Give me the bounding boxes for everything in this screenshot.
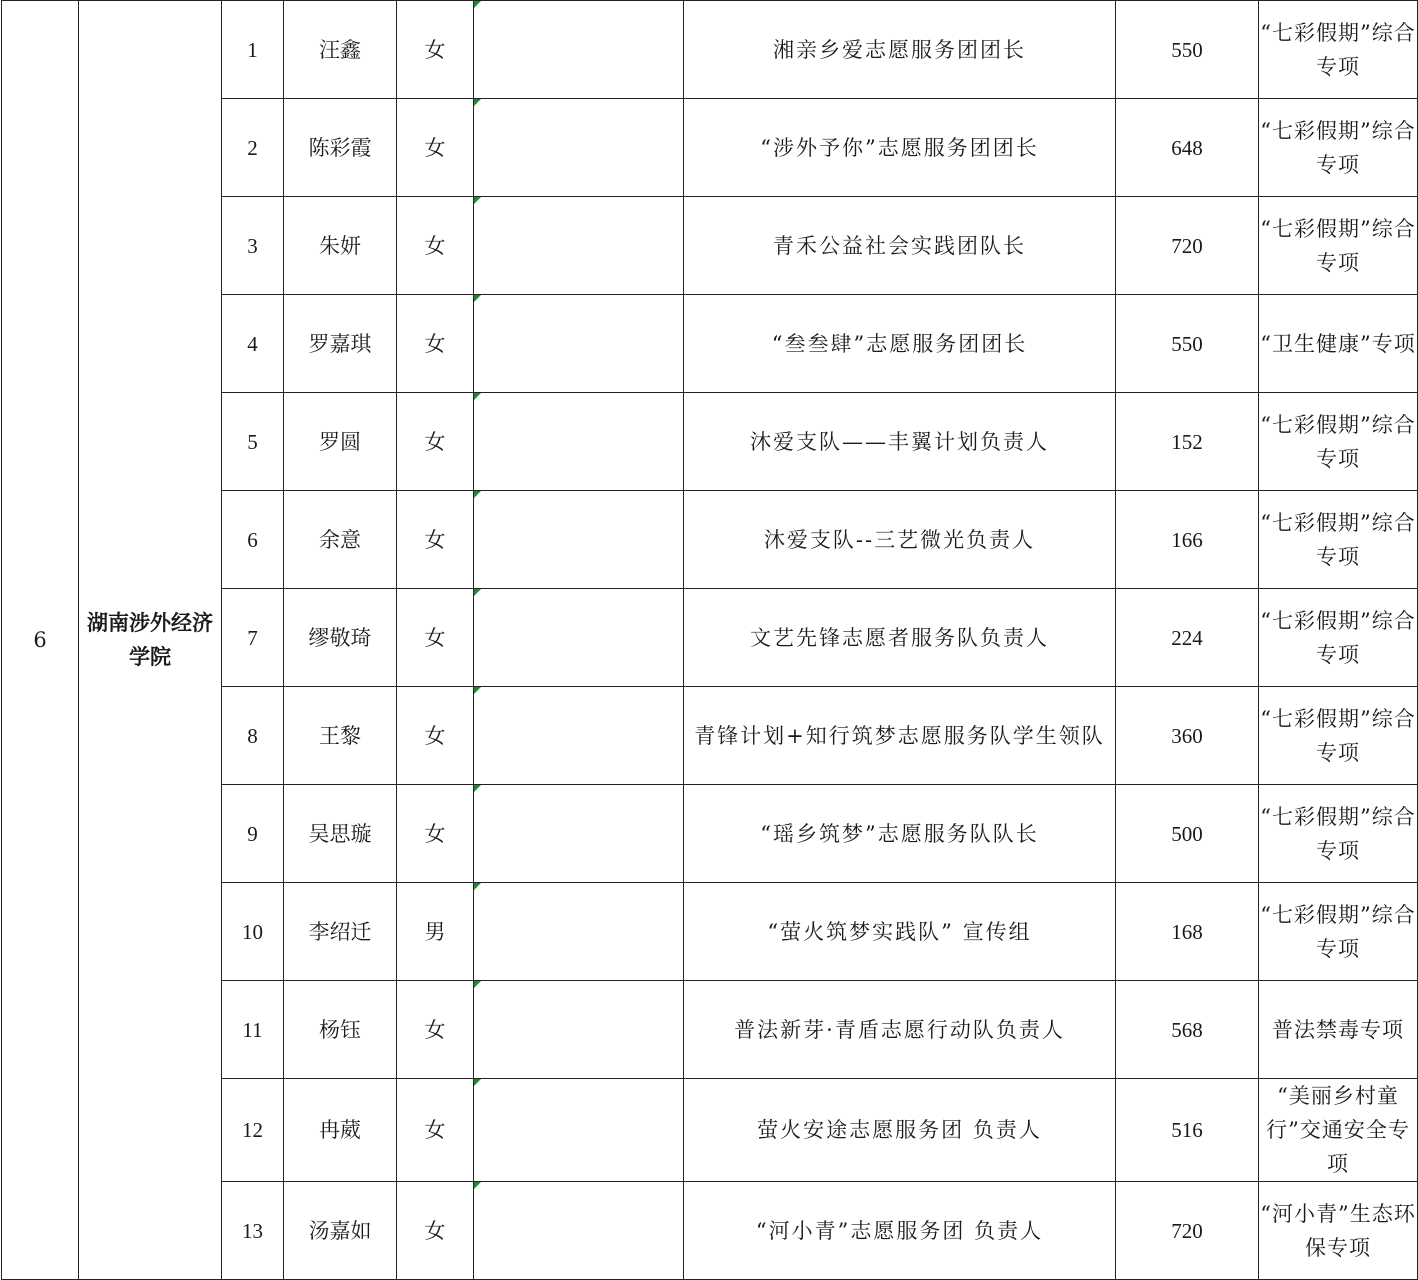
hours-cell: 720 xyxy=(1116,197,1259,295)
person-name-cell: 罗圆 xyxy=(284,393,397,491)
cell-marker-icon xyxy=(474,99,481,106)
row-index-cell: 8 xyxy=(222,687,284,785)
cell-marker-icon xyxy=(474,785,481,792)
gender-cell: 女 xyxy=(397,197,474,295)
gender-cell: 女 xyxy=(397,687,474,785)
gender-cell: 女 xyxy=(397,1,474,99)
cell-marker-icon xyxy=(474,1,481,8)
project-cell: “卫生健康”专项 xyxy=(1259,295,1418,393)
project-cell: “七彩假期”综合专项 xyxy=(1259,491,1418,589)
row-index-cell: 7 xyxy=(222,589,284,687)
row-index-cell: 13 xyxy=(222,1182,284,1280)
role-cell: 青禾公益社会实践团队长 xyxy=(684,197,1116,295)
row-index-cell: 3 xyxy=(222,197,284,295)
role-cell: 沐爱支队——丰翼计划负责人 xyxy=(684,393,1116,491)
hours-cell: 550 xyxy=(1116,295,1259,393)
hours-cell: 168 xyxy=(1116,883,1259,981)
role-cell: “萤火筑梦实践队” 宣传组 xyxy=(684,883,1116,981)
cell-marker-icon xyxy=(474,883,481,890)
gender-cell: 女 xyxy=(397,99,474,197)
hours-cell: 152 xyxy=(1116,393,1259,491)
table-row xyxy=(2,1,1418,99)
blank-cell xyxy=(474,589,684,687)
hours-cell: 648 xyxy=(1116,99,1259,197)
blank-cell xyxy=(474,393,684,491)
blank-cell xyxy=(474,687,684,785)
volunteer-roster-table xyxy=(1,0,1418,1280)
hours-cell: 224 xyxy=(1116,589,1259,687)
cell-marker-icon xyxy=(474,687,481,694)
person-name-cell: 余意 xyxy=(284,491,397,589)
cell-marker-icon xyxy=(474,491,481,498)
role-cell: “瑶乡筑梦”志愿服务队队长 xyxy=(684,785,1116,883)
project-cell: “七彩假期”综合专项 xyxy=(1259,1,1418,99)
blank-cell xyxy=(474,981,684,1079)
project-cell: “七彩假期”综合专项 xyxy=(1259,883,1418,981)
gender-cell: 女 xyxy=(397,1182,474,1280)
row-index-cell: 10 xyxy=(222,883,284,981)
gender-cell: 女 xyxy=(397,785,474,883)
person-name-cell: 缪敬琦 xyxy=(284,589,397,687)
gender-cell: 女 xyxy=(397,491,474,589)
blank-cell xyxy=(474,491,684,589)
role-cell: 萤火安途志愿服务团 负责人 xyxy=(684,1079,1116,1182)
blank-cell xyxy=(474,1182,684,1280)
hours-cell: 720 xyxy=(1116,1182,1259,1280)
person-name-cell: 汤嘉如 xyxy=(284,1182,397,1280)
project-cell: “七彩假期”综合专项 xyxy=(1259,589,1418,687)
blank-cell xyxy=(474,1,684,99)
gender-cell: 女 xyxy=(397,981,474,1079)
row-index-cell: 6 xyxy=(222,491,284,589)
cell-marker-icon xyxy=(474,1182,481,1189)
row-index-cell: 12 xyxy=(222,1079,284,1182)
gender-cell: 男 xyxy=(397,883,474,981)
person-name-cell: 王黎 xyxy=(284,687,397,785)
cell-marker-icon xyxy=(474,981,481,988)
gender-cell: 女 xyxy=(397,393,474,491)
row-index-cell: 5 xyxy=(222,393,284,491)
role-cell: “叁叁肆”志愿服务团团长 xyxy=(684,295,1116,393)
cell-marker-icon xyxy=(474,197,481,204)
person-name-cell: 李绍迁 xyxy=(284,883,397,981)
school-name-cell: 湖南涉外经济学院 xyxy=(79,1,222,1280)
role-cell: 普法新芽·青盾志愿行动队负责人 xyxy=(684,981,1116,1079)
gender-cell: 女 xyxy=(397,589,474,687)
role-cell: 沐爱支队--三艺微光负责人 xyxy=(684,491,1116,589)
role-cell: 文艺先锋志愿者服务队负责人 xyxy=(684,589,1116,687)
project-cell: “河小青”生态环保专项 xyxy=(1259,1182,1418,1280)
person-name-cell: 汪鑫 xyxy=(284,1,397,99)
hours-cell: 360 xyxy=(1116,687,1259,785)
hours-cell: 500 xyxy=(1116,785,1259,883)
blank-cell xyxy=(474,785,684,883)
project-cell: “七彩假期”综合专项 xyxy=(1259,687,1418,785)
cell-marker-icon xyxy=(474,295,481,302)
hours-cell: 166 xyxy=(1116,491,1259,589)
blank-cell xyxy=(474,99,684,197)
role-cell: “河小青”志愿服务团 负责人 xyxy=(684,1182,1116,1280)
person-name-cell: 吴思璇 xyxy=(284,785,397,883)
hours-cell: 550 xyxy=(1116,1,1259,99)
person-name-cell: 杨钰 xyxy=(284,981,397,1079)
hours-cell: 568 xyxy=(1116,981,1259,1079)
blank-cell xyxy=(474,883,684,981)
project-cell: “七彩假期”综合专项 xyxy=(1259,99,1418,197)
person-name-cell: 罗嘉琪 xyxy=(284,295,397,393)
project-cell: 普法禁毒专项 xyxy=(1259,981,1418,1079)
gender-cell: 女 xyxy=(397,295,474,393)
project-cell: “七彩假期”综合专项 xyxy=(1259,393,1418,491)
group-number-cell: 6 xyxy=(2,1,79,1280)
person-name-cell: 朱妍 xyxy=(284,197,397,295)
cell-marker-icon xyxy=(474,1079,481,1086)
project-cell: “美丽乡村童行”交通安全专项 xyxy=(1259,1079,1418,1182)
role-cell: 湘亲乡爱志愿服务团团长 xyxy=(684,1,1116,99)
row-index-cell: 1 xyxy=(222,1,284,99)
row-index-cell: 9 xyxy=(222,785,284,883)
role-cell: 青锋计划+知行筑梦志愿服务队学生领队 xyxy=(684,687,1116,785)
gender-cell: 女 xyxy=(397,1079,474,1182)
blank-cell xyxy=(474,197,684,295)
person-name-cell: 冉葳 xyxy=(284,1079,397,1182)
project-cell: “七彩假期”综合专项 xyxy=(1259,785,1418,883)
row-index-cell: 2 xyxy=(222,99,284,197)
row-index-cell: 11 xyxy=(222,981,284,1079)
roster-body xyxy=(2,1,1418,1280)
person-name-cell: 陈彩霞 xyxy=(284,99,397,197)
blank-cell xyxy=(474,1079,684,1182)
row-index-cell: 4 xyxy=(222,295,284,393)
hours-cell: 516 xyxy=(1116,1079,1259,1182)
cell-marker-icon xyxy=(474,589,481,596)
blank-cell xyxy=(474,295,684,393)
role-cell: “涉外予你”志愿服务团团长 xyxy=(684,99,1116,197)
cell-marker-icon xyxy=(474,393,481,400)
project-cell: “七彩假期”综合专项 xyxy=(1259,197,1418,295)
